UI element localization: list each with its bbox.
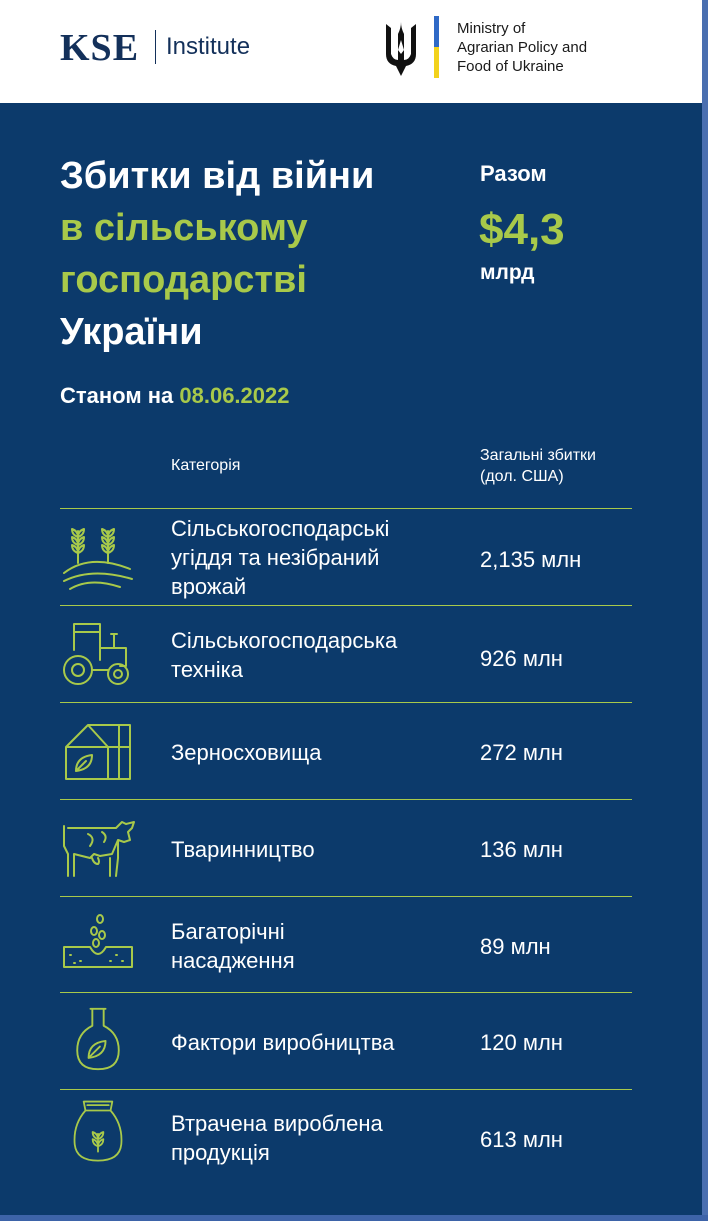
fertilizer-flask-icon (60, 1005, 136, 1073)
right-border (702, 0, 708, 1221)
table-row (60, 1090, 632, 1186)
logo-divider (155, 30, 156, 64)
column-header-total-loss: Загальні збитки (дол. США) (480, 447, 596, 485)
wheat-field-icon (60, 523, 136, 591)
loss-value: 136 млн (480, 837, 563, 862)
as-of-date: Станом на 08.06.2022 (60, 383, 290, 408)
loss-value: 2,135 млн (480, 547, 582, 572)
table-row (60, 509, 632, 605)
table-row (60, 800, 632, 896)
category-label: Втрачена вироблена продукція (171, 1111, 383, 1165)
greenhouse-icon (60, 719, 136, 787)
ukraine-flag-stripe (434, 16, 439, 78)
category-label: Багаторічні насадження (171, 919, 295, 973)
total-value: $4,3 (479, 205, 565, 254)
grain-sack-icon (60, 1098, 136, 1166)
loss-value: 120 млн (480, 1030, 563, 1055)
category-label: Сільськогосподарські угіддя та незібраний врожай (171, 516, 390, 599)
trident-coat-of-arms-icon (380, 20, 422, 78)
total-unit: млрд (480, 261, 535, 284)
category-label: Фактори виробництва (171, 1030, 395, 1055)
kse-logo: KSE (60, 27, 140, 69)
loss-value: 272 млн (480, 740, 563, 765)
ministry-name: Ministry of Agrarian Policy and Food of Ukraine (457, 20, 588, 75)
institute-label: Institute (166, 33, 251, 60)
loss-value: 89 млн (480, 934, 551, 959)
loss-value: 926 млн (480, 646, 563, 671)
tractor-icon (60, 620, 136, 688)
loss-value: 613 млн (480, 1127, 563, 1152)
total-label: Разом (480, 161, 547, 186)
seedlings-icon (60, 911, 136, 979)
category-label: Зерносховища (171, 740, 322, 765)
cow-icon (60, 814, 136, 882)
bottom-border (0, 1215, 708, 1221)
page-title: Збитки від війни в сільському господарстві України (60, 155, 375, 353)
column-header-category: Категорія (171, 457, 241, 474)
table-row (60, 897, 632, 992)
category-label: Тваринництво (171, 837, 315, 862)
table-row (60, 993, 632, 1089)
table-row (60, 606, 632, 702)
header-bar (0, 0, 708, 103)
table-row (60, 703, 632, 799)
category-label: Сільськогосподарська техніка (171, 628, 398, 682)
